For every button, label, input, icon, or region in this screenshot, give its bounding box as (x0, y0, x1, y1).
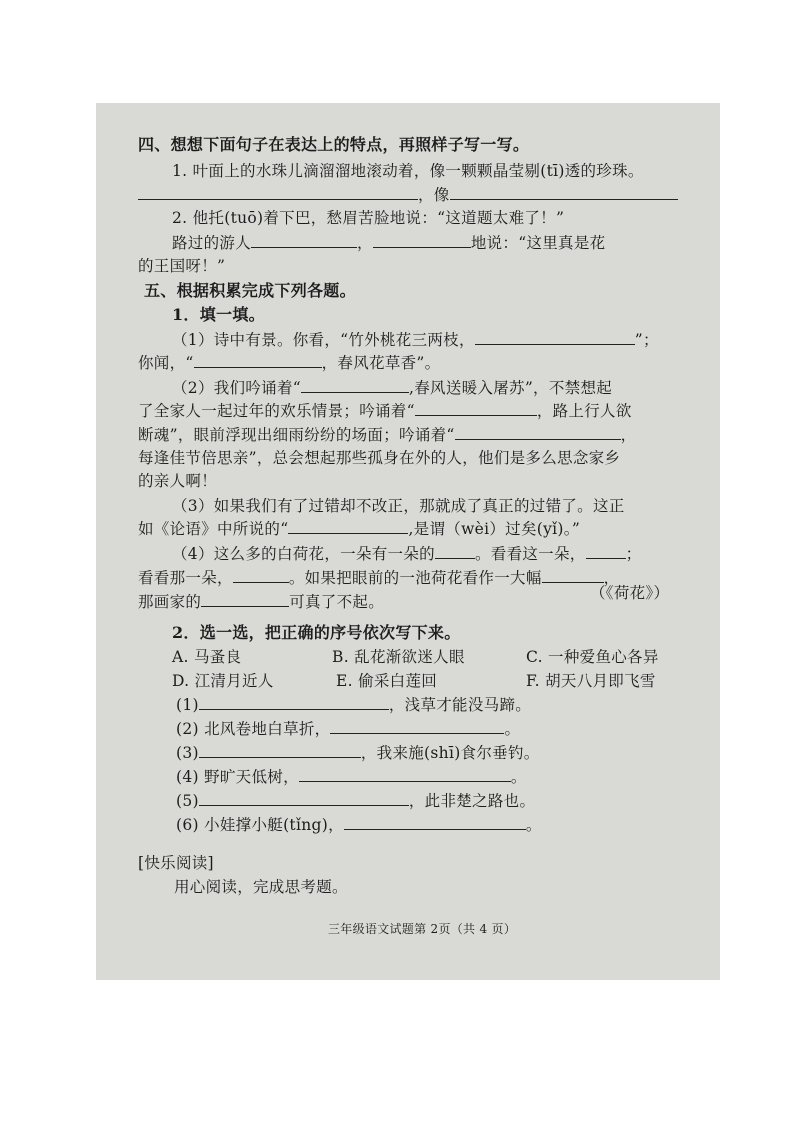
answer-blank[interactable] (542, 568, 604, 583)
q2-fill-line (172, 233, 605, 253)
answer-blank[interactable] (199, 743, 361, 758)
s6-b: 。 (525, 816, 542, 834)
answer-blank[interactable] (194, 353, 322, 368)
part2-title: 2．选一选，把正确的序号依次写下来。 (172, 623, 461, 642)
p2-line2 (138, 401, 632, 421)
answer-blank[interactable] (455, 425, 621, 440)
p4-c: ； (625, 545, 642, 563)
p4-line1 (172, 544, 641, 564)
p1-d: ，春风花草香”。 (321, 354, 441, 372)
part1-title: 1．填一填。 (172, 305, 265, 324)
q1-fill-mid: ，像 (418, 186, 450, 204)
sentence-4 (176, 767, 527, 787)
answer-blank[interactable] (233, 568, 289, 583)
p1-b: ”； (634, 331, 659, 349)
answer-blank[interactable] (199, 791, 409, 806)
answer-blank[interactable] (435, 544, 475, 559)
section5-title: 五、根据积累完成下列各题。 (144, 281, 356, 300)
sentence-1 (176, 695, 531, 715)
p4-a: （4）这么多的白荷花，一朵有一朵的 (172, 545, 435, 563)
answer-blank[interactable] (288, 519, 408, 534)
section4-title: 四、想想下面句子在表达上的特点，再照样子写一写。 (138, 135, 530, 154)
s6-a: (6) 小娃撑小艇(tǐng)， (176, 816, 344, 834)
s1-a: (1) (176, 696, 199, 714)
p1-line2 (138, 353, 440, 373)
sentence-2 (176, 719, 520, 739)
answer-blank[interactable] (299, 767, 511, 782)
p2-b: ,春风送暖入屠苏”，不禁想起 (409, 379, 613, 397)
q2-fill-end: 的王国呀！” (138, 257, 226, 275)
option-a: A. 马蚤良 (172, 648, 242, 666)
answer-blank[interactable] (373, 233, 471, 248)
reading-instruction: 用心阅读，完成思考题。 (174, 878, 348, 896)
page-footer: 三年级语文试题第 2页（共 4 页） (328, 922, 517, 936)
answer-blank[interactable] (330, 719, 504, 734)
exam-page (96, 103, 720, 980)
option-b: B. 乱花渐欲迷人眼 (332, 648, 465, 666)
answer-blank[interactable] (301, 378, 409, 393)
p4-f: ， (603, 569, 620, 587)
sentence-3 (176, 743, 540, 763)
sentence-5 (176, 791, 535, 811)
p3-c: ,是谓（wèi）过矣(yǐ)。” (408, 520, 581, 538)
s1-b: ，浅草才能没马蹄。 (388, 696, 532, 714)
p4-line3 (138, 592, 384, 612)
answer-blank[interactable] (344, 815, 526, 830)
option-f: F. 胡天八月即飞雪 (526, 672, 656, 690)
answer-blank[interactable] (199, 695, 389, 710)
answer-blank[interactable] (138, 185, 418, 200)
answer-blank[interactable] (586, 544, 626, 559)
q1-fill-line (138, 185, 678, 205)
p2-line3 (138, 425, 636, 445)
s4-b: 。 (510, 768, 527, 786)
s3-b: ，我来施(shī)食尔垂钓。 (360, 744, 540, 762)
p4-e: 。如果把眼前的一池荷花看作一大幅 (288, 569, 542, 587)
p2-a: （2）我们吟诵着“ (172, 379, 301, 397)
answer-blank[interactable] (450, 185, 678, 200)
p2-d: ，路上行人欲 (536, 402, 632, 420)
p4-line2 (138, 568, 619, 588)
answer-blank[interactable] (201, 592, 289, 607)
p4-h: 可真了不起。 (289, 593, 385, 611)
answer-blank[interactable] (415, 401, 537, 416)
q2-text: 2. 他托(tuō)着下巴，愁眉苦脸地说：“这道题太难了！” (172, 209, 565, 227)
p2-f: ， (620, 426, 637, 444)
s5-a: (5) (176, 792, 199, 810)
p4-d: 看看那一朵， (138, 569, 233, 587)
option-e: E. 偷采白莲回 (336, 672, 438, 690)
p1-line1 (172, 330, 659, 350)
sentence-6 (176, 815, 542, 835)
p2-line5: 的亲人啊！ (138, 472, 218, 490)
s3-a: (3) (176, 744, 199, 762)
reading-title: [快乐阅读] (138, 854, 214, 872)
p2-line4: 每逢佳节倍思亲”，总会想起那些孤身在外的人，他们是多么思念家乡 (138, 449, 621, 467)
s5-b: ，此非楚之路也。 (408, 792, 536, 810)
p2-e: 断魂”，眼前浮现出细雨纷纷的场面；吟诵着“ (138, 426, 455, 444)
option-d: D. 江清月近人 (172, 672, 274, 690)
q2-fill-c: 地说：“这里真是花 (470, 234, 606, 252)
answer-blank[interactable] (475, 330, 635, 345)
q2-fill-b: ， (357, 234, 373, 252)
p3-b: 如《论语》中所说的“ (138, 520, 289, 538)
p2-c: 了全家人一起过年的欢乐情景；吟诵着“ (138, 402, 415, 420)
p1-a: （1）诗中有景。你看，“竹外桃花三两枝， (172, 331, 475, 349)
p4-source: （《荷花》） (590, 584, 670, 602)
p3-line1: （3）如果我们有了过错却不改正，那就成了真正的过错了。这正 (172, 497, 625, 515)
answer-blank[interactable] (251, 233, 357, 248)
p1-c: 你闻，“ (138, 354, 194, 372)
p4-b: 。看看这一朵， (474, 545, 586, 563)
option-c: C. 一种爱鱼心各异 (526, 648, 659, 666)
p3-line2 (138, 519, 580, 539)
q2-fill-a: 路过的游人 (172, 234, 252, 252)
p2-line1 (172, 378, 612, 398)
q1-text: 1. 叶面上的水珠儿滴溜溜地滚动着，像一颗颗晶莹剔(tī)透的珍珠。 (172, 162, 644, 180)
p4-g: 那画家的 (138, 593, 202, 611)
s4-a: (4) 野旷天低树， (176, 768, 299, 786)
s2-b: 。 (504, 720, 521, 738)
s2-a: (2) 北风卷地白草折， (176, 720, 331, 738)
